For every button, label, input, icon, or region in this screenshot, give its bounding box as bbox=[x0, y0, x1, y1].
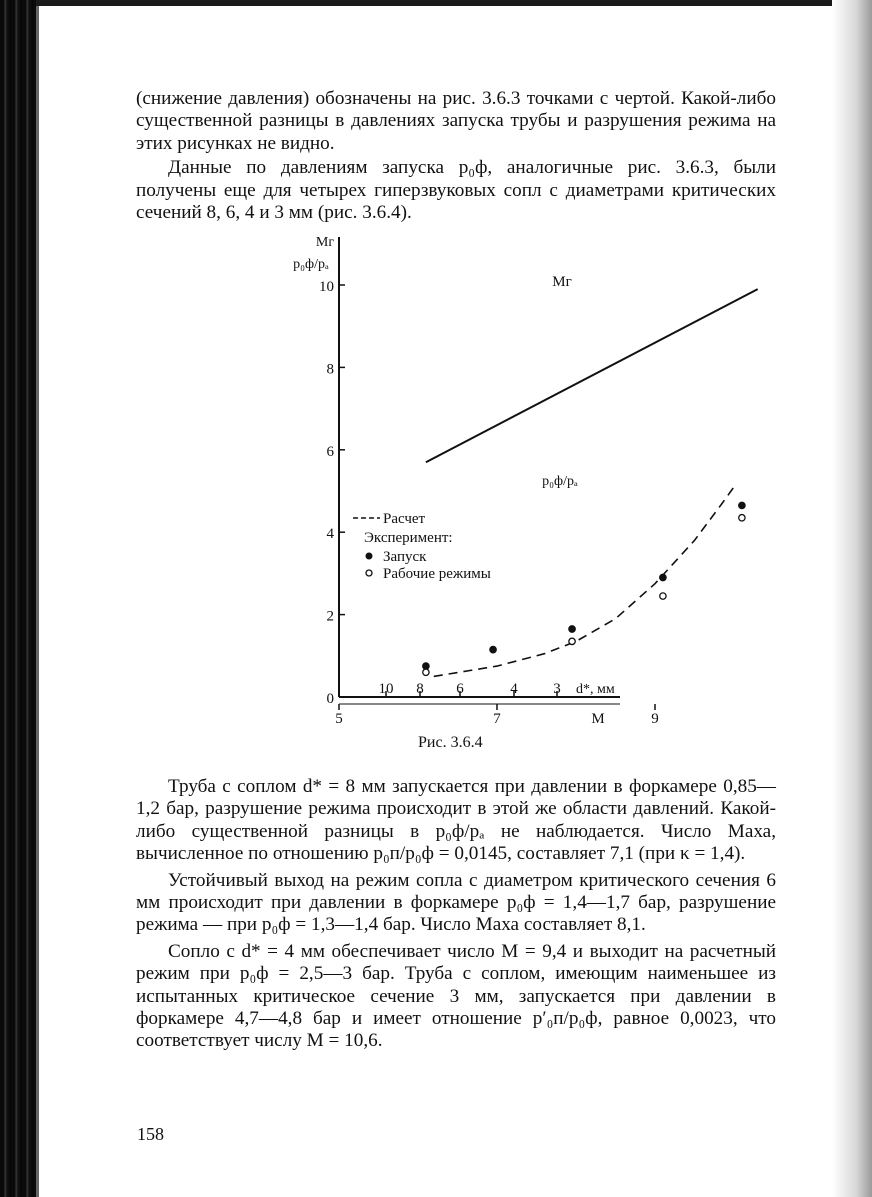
point-start bbox=[423, 663, 429, 669]
point-operating bbox=[660, 593, 666, 599]
legend-marker-operating bbox=[366, 570, 372, 576]
x-bottom-tick-label: 7 bbox=[493, 711, 501, 727]
y-axis-label-bottom: p₀ф/pₐ bbox=[293, 257, 329, 272]
x-top-tick-label: 4 bbox=[510, 681, 518, 697]
series-line-mach bbox=[426, 289, 758, 462]
text-bottom bbox=[136, 776, 776, 1053]
x-top-tick-label: 10 bbox=[378, 681, 394, 697]
figure-caption: Рис. 3.6.4 bbox=[418, 734, 483, 751]
point-operating bbox=[569, 638, 575, 644]
point-operating bbox=[423, 669, 429, 675]
chart-series bbox=[423, 274, 758, 676]
y-tick-label: 2 bbox=[326, 608, 334, 625]
page-number: 158 bbox=[137, 1124, 164, 1144]
paragraph-bottom-1: Труба с соплом d* = 8 мм запускается при давлении в форкамере 0,85—1,2 бар, разрушение режима происходит в этой же области давлений. Какой-либо существенной разницы в p₀ф/pₐ не наблюдается. Число Маха, вычисленное по отношению p₀п/p₀ф = 0,0145, составляет 7,1 (при κ = 1,4). bbox=[136, 776, 776, 865]
series-label-pressure: p₀ф/pₐ bbox=[542, 474, 578, 489]
point-start bbox=[660, 574, 666, 580]
y-tick-label: 0 bbox=[326, 691, 334, 707]
series-label-mach: Mг bbox=[552, 274, 572, 290]
y-tick-label: 8 bbox=[326, 361, 334, 378]
paragraph-top-1: (снижение давления) обозначены на рис. 3.6.3 точками с чертой. Какой-либо существенной разницы в давлениях запуска трубы и разрушения режима на этих рисунках не видно. bbox=[136, 88, 776, 154]
point-start bbox=[569, 626, 575, 632]
chart-axes bbox=[293, 235, 659, 727]
legend-item-calc: Расчет bbox=[383, 511, 426, 527]
y-axis-label-top: Mг bbox=[315, 235, 335, 250]
point-start bbox=[739, 502, 745, 508]
y-tick-label: 4 bbox=[326, 526, 334, 543]
x-bottom-tick-label: 9 bbox=[651, 711, 659, 727]
x-top-tick-label: 8 bbox=[416, 681, 424, 697]
paragraph-bottom-3: Сопло с d* = 4 мм обеспечивает число M = 9,4 и выходит на расчетный режим при p₀ф = 2,5—3 бар. Труба с соплом, имеющим наименьшее из испытанных критическое сечение 3 мм, запускается при давлении в форкамере 4,7—4,8 бар и имеет отношение p′₀п/p₀ф, равное 0,0023, что соответствует числу M = 10,6. bbox=[136, 940, 776, 1052]
legend-item-start: Запуск bbox=[383, 549, 427, 565]
x-top-axis-label: d*, мм bbox=[576, 682, 615, 697]
point-start bbox=[490, 646, 496, 652]
y-tick-label: 6 bbox=[326, 443, 334, 460]
paragraph-top-2: Данные по давлениям запуска p₀ф, аналогичные рис. 3.6.3, были получены еще для четырех гиперзвуковых сопл с диаметрами критических сечений 8, 6, 4 и 3 мм (рис. 3.6.4). bbox=[136, 157, 776, 224]
legend-marker-start bbox=[366, 553, 372, 559]
y-tick-label: 10 bbox=[319, 279, 334, 295]
x-bottom-tick-label: 5 bbox=[335, 711, 343, 727]
chart-legend bbox=[353, 511, 491, 582]
paragraph-bottom-2: Устойчивый выход на режим сопла с диаметром критического сечения 6 мм происходит при давлении в форкамере p₀ф = 1,4—1,7 бар, разрушение режима — при p₀ф = 1,3—1,4 бар. Число Маха составляет 8,1. bbox=[136, 869, 776, 936]
legend-item-experiment: Эксперимент: bbox=[364, 530, 453, 546]
x-bottom-axis-label: M bbox=[591, 711, 605, 727]
point-operating bbox=[739, 515, 745, 521]
x-top-tick-label: 3 bbox=[553, 681, 561, 697]
legend-item-operating: Рабочие режимы bbox=[383, 566, 491, 582]
x-top-tick-label: 6 bbox=[456, 681, 464, 697]
